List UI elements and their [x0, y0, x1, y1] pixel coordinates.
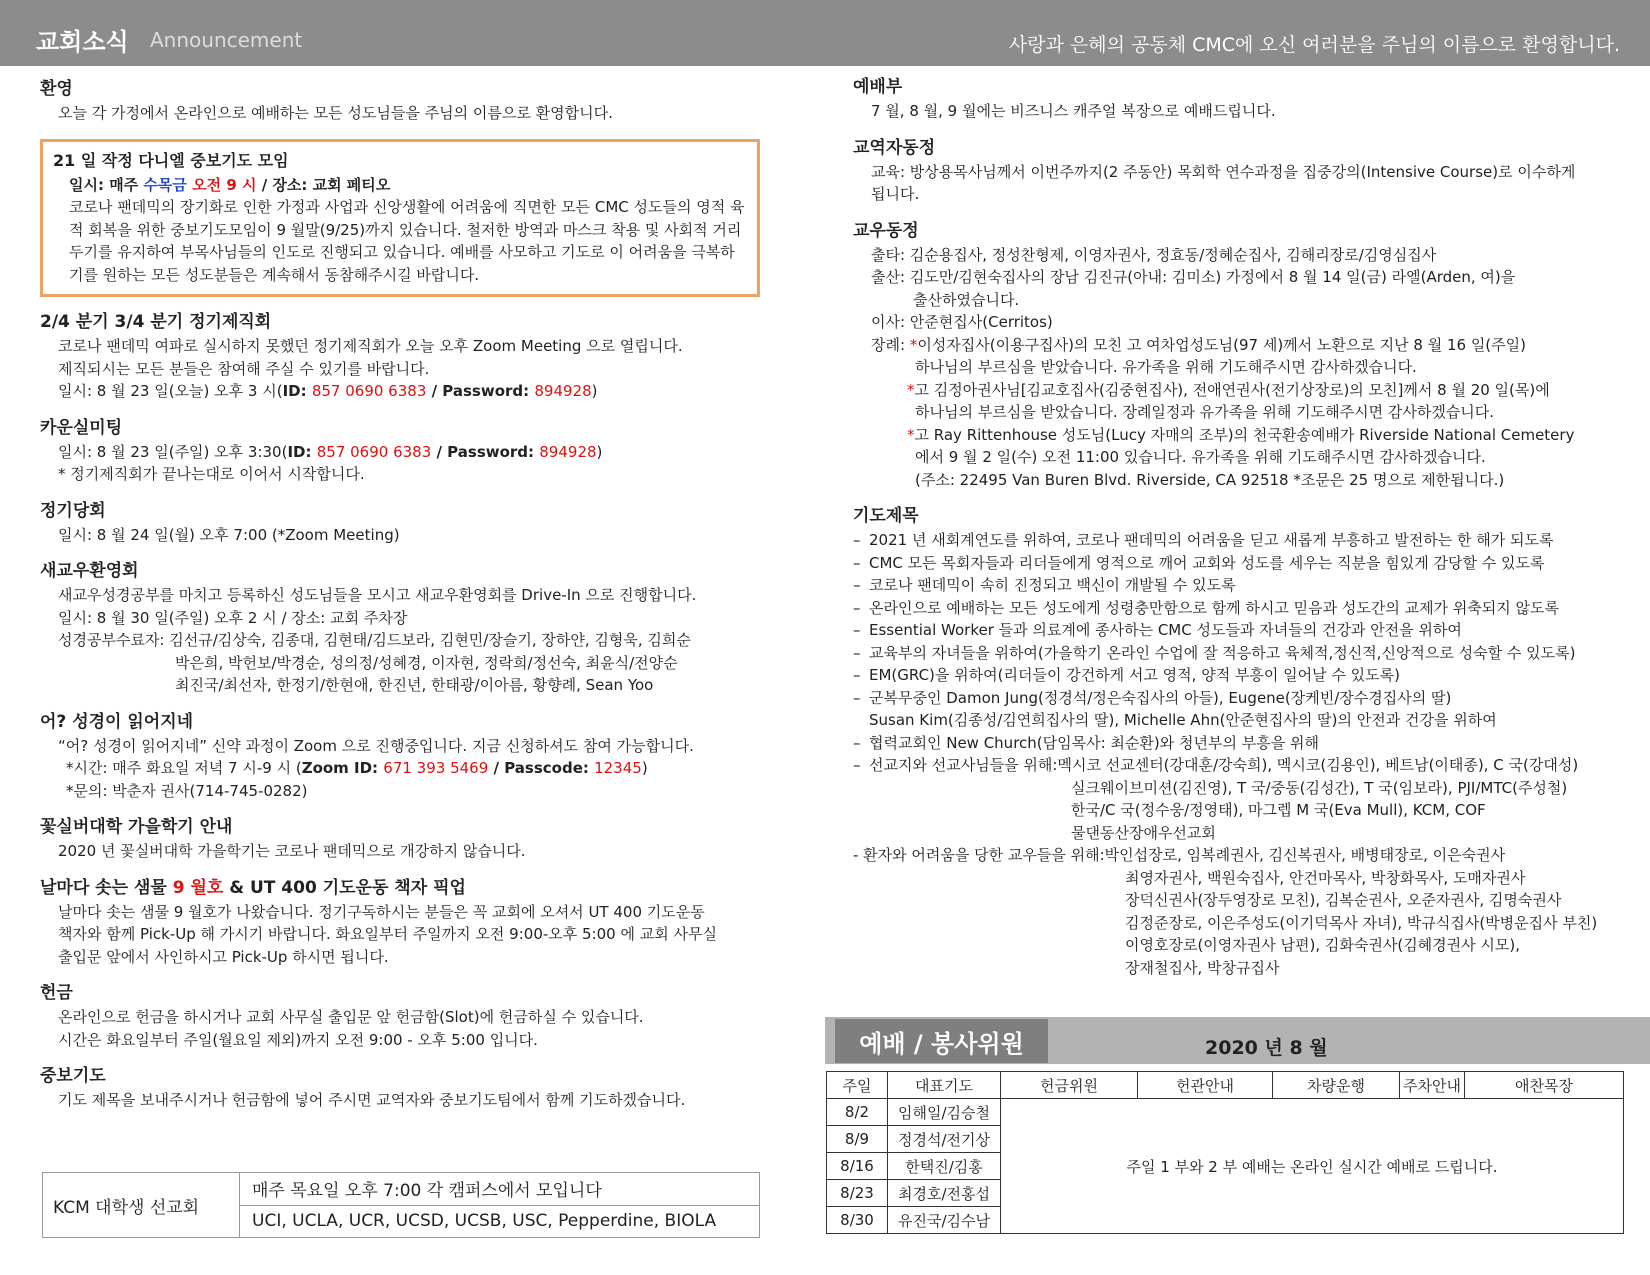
- date-cell: 8/9: [827, 1126, 888, 1153]
- section-text: 제직되시는 모든 분들은 참여해 주실 수 있기를 바랍니다.: [58, 359, 430, 378]
- section-text: 코로나 팬데믹의 장기화로 인한 가정과 사업과 신앙생활에 어려움에 직면한 모든 CMC 성도들의 영적 육적 회복을 위한 중보기도모임이 9 월말(9/25)까지 있습니다. 철저한 방역과 마스크 착용 및 사회적 거리두기를 유지하여 부목사님들의 인도로 진행되고 있습니다. 예배를 사모하고 기도로 이 어려움을 극복하기를 원하는 모든 성도분들은 계속해서 동참해주시길 바랍니다.: [69, 198, 745, 284]
- welcome-banner: 사랑과 은혜의 공동체 CMC에 오신 여러분을 주님의 이름으로 환영합니다.: [1008, 34, 1620, 56]
- prayer-item: – 군복무중인 Damon Jung(정경석/정은숙집사의 아들), Eugene(장케빈/장수경집사의 딸): [853, 688, 1452, 707]
- service-month: 2020 년 8 월: [1205, 1037, 1328, 1059]
- kcm-table: [42, 1172, 760, 1238]
- graduates-list: 성경공부수료자: 김선규/김상숙, 김종대, 김현태/김드보라, 김현민/장슬기, 장하얀, 김형욱, 김희순: [58, 631, 691, 649]
- funeral-line: 하나님의 부르심을 받았습니다. 장례일정과 유가족을 위해 기도해주시면 감사하겠습니다.: [915, 403, 1495, 421]
- prayer-item: 김정준장로, 이은주성도(이기덕목사 자녀), 박규식집사(박병운집사 부친): [1125, 913, 1598, 932]
- section-text: 됩니다.: [871, 185, 920, 203]
- date-cell: 8/2: [827, 1099, 888, 1126]
- section-text: “어? 성경이 읽어지네” 신약 과정이 Zoom 으로 진행중입니다. 지금 신청하셔도 참여 가능합니다.: [58, 736, 694, 755]
- graduates-list: 박은희, 박헌보/박경순, 성의정/성혜경, 이자현, 정락희/정선숙, 최윤식/전양순: [175, 653, 678, 672]
- move-line: 이사: 안준현집사(Cerritos): [871, 313, 1053, 331]
- service-title: 예배 / 봉사위원: [835, 1019, 1048, 1063]
- page-subtitle: Announcement: [150, 28, 303, 52]
- zoom-password: 894928: [539, 442, 597, 461]
- section-heading: 환영: [40, 79, 73, 99]
- contact-text: *문의: 박춘자 권사(714-745-0282): [66, 781, 308, 800]
- section-heading: 교역자동정: [853, 137, 936, 158]
- section-council: [40, 311, 760, 403]
- date-cell: 8/23: [827, 1180, 888, 1207]
- section-heading: 기도제목: [853, 506, 919, 526]
- section-text: 기도 제목을 보내주시거나 헌금함에 넣어 주시면 교역자와 중보기도팀에서 함께 기도하겠습니다.: [58, 1091, 686, 1109]
- section-heading: 정기당회: [40, 500, 106, 521]
- section-heading: 중보기도: [40, 1066, 106, 1086]
- kcm-details: [240, 1173, 759, 1237]
- prayer-item: 장재철집사, 박창규집사: [1125, 958, 1280, 977]
- counsel-schedule: 일시: 8 월 23 일(주일) 오후 3:30(ID: 857 0690 6383 / Password: 894928): [58, 442, 603, 461]
- date-cell: 8/16: [827, 1153, 888, 1180]
- prayer-item: Susan Kim(김종성/김연희집사의 딸), Michelle Ahn(안준현집사의 딸)의 안전과 건강을 위하여: [869, 711, 1497, 729]
- column-header: 애찬목장: [1465, 1072, 1624, 1099]
- section-bible: [40, 711, 760, 803]
- prayer-item: – CMC 모든 목회자들과 리더들에게 영적으로 깨어 교회와 성도를 세우는 직분을 힘있게 감당할 수 있도록: [853, 553, 1545, 572]
- section-heading: 카운실미팅: [40, 417, 123, 438]
- prayer-item: 물댄동산장애우선교회: [1071, 823, 1216, 842]
- funeral-line: *고 Ray Rittenhouse 성도님(Lucy 자매의 조부)의 천국환송예배가 Riverside National Cemetery: [907, 425, 1575, 444]
- birth-line: 출산하였습니다.: [913, 290, 1020, 309]
- section-note: * 정기제직회가 끝나는대로 이어서 시작합니다.: [58, 465, 365, 483]
- prayer-list: [853, 529, 1618, 979]
- section-offering: [40, 982, 760, 1051]
- bible-schedule: *시간: 매주 화요일 저녁 7 시-9 시 (Zoom ID: 671 393 5469 / Passcode: 12345): [66, 759, 648, 777]
- prayer-item: – 교육부의 자녀들을 위하여(가을학기 온라인 수업에 잘 적응하고 육체적,정신적,신앙적으로 성숙할 수 있도록): [853, 643, 1576, 662]
- section-text: 교육: 방상용목사님께서 이번주까지(2 주동안) 목회학 연수과정을 집중강의(Intensive Course)로 이수하게: [871, 162, 1576, 181]
- left-column: [40, 78, 760, 1126]
- column-header: 주차안내: [1400, 1072, 1465, 1099]
- column-header: 헌금위원: [1001, 1072, 1138, 1099]
- kcm-campuses: UCI, UCLA, UCR, UCSD, UCSB, USC, Pepperdine, BIOLA: [252, 1211, 717, 1232]
- kcm-schedule: 매주 목요일 오후 7:00 각 캠퍼스에서 모입니다: [240, 1173, 759, 1206]
- funeral-line: 하나님의 부르심을 받았습니다. 유가족을 위해 기도해주시면 감사하겠습니다.: [915, 358, 1417, 376]
- section-worship: [853, 76, 1618, 123]
- graduates-list: 최진국/최선자, 한정기/한현애, 한진년, 한태광/이아름, 황향례, Sean Yoo: [175, 676, 654, 694]
- daniel-time: 오전 9 시: [192, 175, 257, 194]
- section-fountain: [40, 877, 760, 969]
- column-header: 대표기도: [888, 1072, 1001, 1099]
- online-service-note: 주일 1 부와 2 부 예배는 온라인 실시간 예배로 드립니다.: [1001, 1099, 1624, 1234]
- prayer-item: 이영호장로(이영자권사 남편), 김화숙권사(김혜경권사 시모),: [1125, 936, 1521, 954]
- column-header: 주일: [827, 1072, 888, 1099]
- section-welcome: [40, 78, 760, 125]
- section-heading: 예배부: [853, 77, 903, 97]
- section-text: 출입문 앞에서 사인하시고 Pick-Up 하시면 됩니다.: [58, 947, 389, 966]
- birth-line: 출산: 김도만/김현숙집사의 장남 김진규(아내: 김미소) 가정에서 8 월 14 일(금) 라엘(Arden, 여)을: [871, 268, 1516, 286]
- funeral-line: (주소: 22495 Van Buren Blvd. Riverside, CA 92518 *조문은 25 명으로 제한됩니다.): [915, 470, 1505, 489]
- zoom-id: 857 0690 6383: [311, 382, 427, 400]
- section-heading: 꽃실버대학 가을학기 안내: [40, 817, 233, 837]
- section-text: 오늘 각 가정에서 온라인으로 예배하는 모든 성도님들을 주님의 이름으로 환영합니다.: [58, 104, 613, 122]
- prayer-item: 최영자권사, 백원숙집사, 안건마목사, 박창화목사, 도매자권사: [1125, 868, 1526, 887]
- prayer-item: – EM(GRC)을 위하여(리더들이 강건하게 서고 영적, 양적 부흥이 일어날 수 있도록): [853, 666, 1401, 684]
- table-header-row: [827, 1072, 1624, 1099]
- funeral-line: *고 김정아권사님[김교호집사(김중현집사), 전애연권사(전기상장로)의 모친]께서 8 월 20 일(목)에: [907, 380, 1550, 399]
- table-row: [827, 1099, 1624, 1126]
- prayer-cell: 한택진/김홍: [888, 1153, 1001, 1180]
- prayer-item: – 선교지와 선교사님들을 위해: 멕시코 선교센터(강대훈/강숙희), 멕시코(김용인), 베트남(이태종), C 국(강대성): [853, 756, 1579, 774]
- section-staff: [853, 137, 1618, 206]
- kcm-label: KCM 대학생 선교회: [43, 1173, 240, 1237]
- section-counsel: [40, 417, 760, 486]
- funeral-line: 에서 9 월 2 일(수) 오전 11:00 있습니다. 유가족을 위해 기도해주시면 감사하겠습니다.: [915, 448, 1486, 466]
- section-newfamily: [40, 560, 760, 697]
- section-intercession: [40, 1065, 760, 1112]
- header-bar: [0, 0, 1650, 66]
- section-heading: 교우동정: [853, 220, 919, 241]
- prayer-item: – 협력교회인 New Church(담임목사: 최순환)와 청년부의 부흥을 위해: [853, 733, 1319, 752]
- section-heading: 헌금: [40, 983, 73, 1003]
- prayer-item: – 온라인으로 예배하는 모든 성도에게 성령충만함으로 함께 하시고 믿음과 성도간의 교제가 위축되지 않도록: [853, 598, 1560, 617]
- prayer-item: 장덕신권사(장두영장로 모친), 김복순권사, 오준자권사, 김명숙권사: [1125, 891, 1562, 909]
- zoom-password: 894928: [534, 382, 592, 400]
- section-text: 날마다 솟는 샘물 9 월호가 나왔습니다. 정기구독하시는 분들은 꼭 교회에 오셔서 UT 400 기도운동: [58, 902, 705, 921]
- section-heading: 새교우환영회: [40, 561, 139, 581]
- section-text: 일시: 8 월 24 일(월) 오후 7:00 (*Zoom Meeting): [58, 525, 400, 544]
- prayer-cell: 임해일/김승철: [888, 1099, 1001, 1126]
- prayer-item: – Essential Worker 들과 의료계에 종사하는 CMC 성도들과 자녀들의 건강과 안전을 위하여: [853, 621, 1462, 639]
- section-text: 코로나 팬데믹 여파로 실시하지 못했던 정기제직회가 오늘 오후 Zoom Meeting 으로 열립니다.: [58, 337, 683, 355]
- section-text: 새교우성경공부를 마치고 등록하신 성도님들을 모시고 새교우환영회를 Drive-In 으로 진행합니다.: [58, 586, 697, 604]
- service-table: [826, 1071, 1624, 1234]
- section-prayer: [853, 505, 1618, 979]
- travel-line: 출타: 김순용집사, 정성찬형제, 이영자권사, 정효동/정혜순집사, 김해리장로/김영심집사: [871, 245, 1437, 264]
- right-column: [853, 76, 1618, 993]
- section-text: 2020 년 꽃실버대학 가을학기는 코로나 팬데믹으로 개강하지 않습니다.: [58, 842, 526, 860]
- section-heading: 날마다 솟는 샘물 9 월호 & UT 400 기도운동 책자 픽업: [40, 877, 466, 898]
- daniel-days: 수목금: [143, 175, 187, 194]
- council-schedule: 일시: 8 월 23 일(오늘) 오후 3 시(ID: 857 0690 6383 / Password: 894928): [58, 382, 598, 400]
- section-heading: 21 일 작정 다니엘 중보기도 모임: [53, 150, 289, 170]
- funeral-line: 장례: *이성자집사(이용구집사)의 모친 고 여차업성도님(97 세)께서 노환으로 지난 8 월 16 일(주일): [871, 335, 1526, 354]
- section-silver: [40, 816, 760, 863]
- prayer-cell: 유진국/김수남: [888, 1207, 1001, 1234]
- prayer-item: 한국/C 국(정수웅/정영태), 마그렙 M 국(Eva Mull), KCM, COF: [1071, 801, 1486, 819]
- column-header: 차량운행: [1273, 1072, 1400, 1099]
- prayer-item: 실크웨이브미션(김진영), T 국/중동(김성간), T 국(임보라), PJI/MTC(주성철): [1071, 778, 1568, 797]
- prayer-item: - 환자와 어려움을 당한 교우들을 위해: 박인섭장로, 임복례권사, 김신복권사, 배병태장로, 이은숙권사: [853, 846, 1506, 864]
- section-text: 온라인으로 헌금을 하시거나 교회 사무실 출입문 앞 헌금함(Slot)에 헌금하실 수 있습니다.: [58, 1008, 644, 1026]
- section-text: 책자와 함께 Pick-Up 해 가시기 바랍니다. 화요일부터 주일까지 오전 9:00-오후 5:00 에 교회 사무실: [58, 925, 717, 943]
- zoom-id: 671 393 5469: [383, 759, 489, 777]
- prayer-item: – 코로나 팬데믹이 속히 진정되고 백신이 개발될 수 있도록: [853, 576, 1236, 594]
- section-text: 시간은 화요일부터 주일(월요일 제외)까지 오전 9:00 - 오후 5:00 입니다.: [58, 1030, 538, 1049]
- section-heading: 어? 성경이 읽어지네: [40, 711, 194, 732]
- daniel-prayer-box: [40, 139, 760, 298]
- section-session: [40, 500, 760, 547]
- section-heading: 2/4 분기 3/4 분기 정기제직회: [40, 312, 272, 332]
- column-header: 헌관안내: [1138, 1072, 1273, 1099]
- zoom-passcode: 12345: [594, 759, 642, 777]
- page-title: 교회소식: [36, 28, 129, 56]
- date-cell: 8/30: [827, 1207, 888, 1234]
- daniel-schedule: 일시: 매주 수목금 오전 9 시 / 장소: 교회 페티오: [69, 175, 391, 194]
- prayer-cell: 정경석/전기상: [888, 1126, 1001, 1153]
- zoom-id: 857 0690 6383: [316, 442, 432, 461]
- prayer-cell: 최경호/전홍섭: [888, 1180, 1001, 1207]
- section-text: 일시: 8 월 30 일(주일) 오후 2 시 / 장소: 교회 주차장: [58, 608, 408, 627]
- prayer-item: – 2021 년 새회계연도를 위하여, 코로나 팬데믹의 어려움을 딛고 새롭게 부흥하고 발전하는 한 해가 되도록: [853, 531, 1554, 549]
- section-members: [853, 220, 1618, 492]
- section-text: 7 월, 8 월, 9 월에는 비즈니스 캐주얼 복장으로 예배드립니다.: [871, 102, 1276, 120]
